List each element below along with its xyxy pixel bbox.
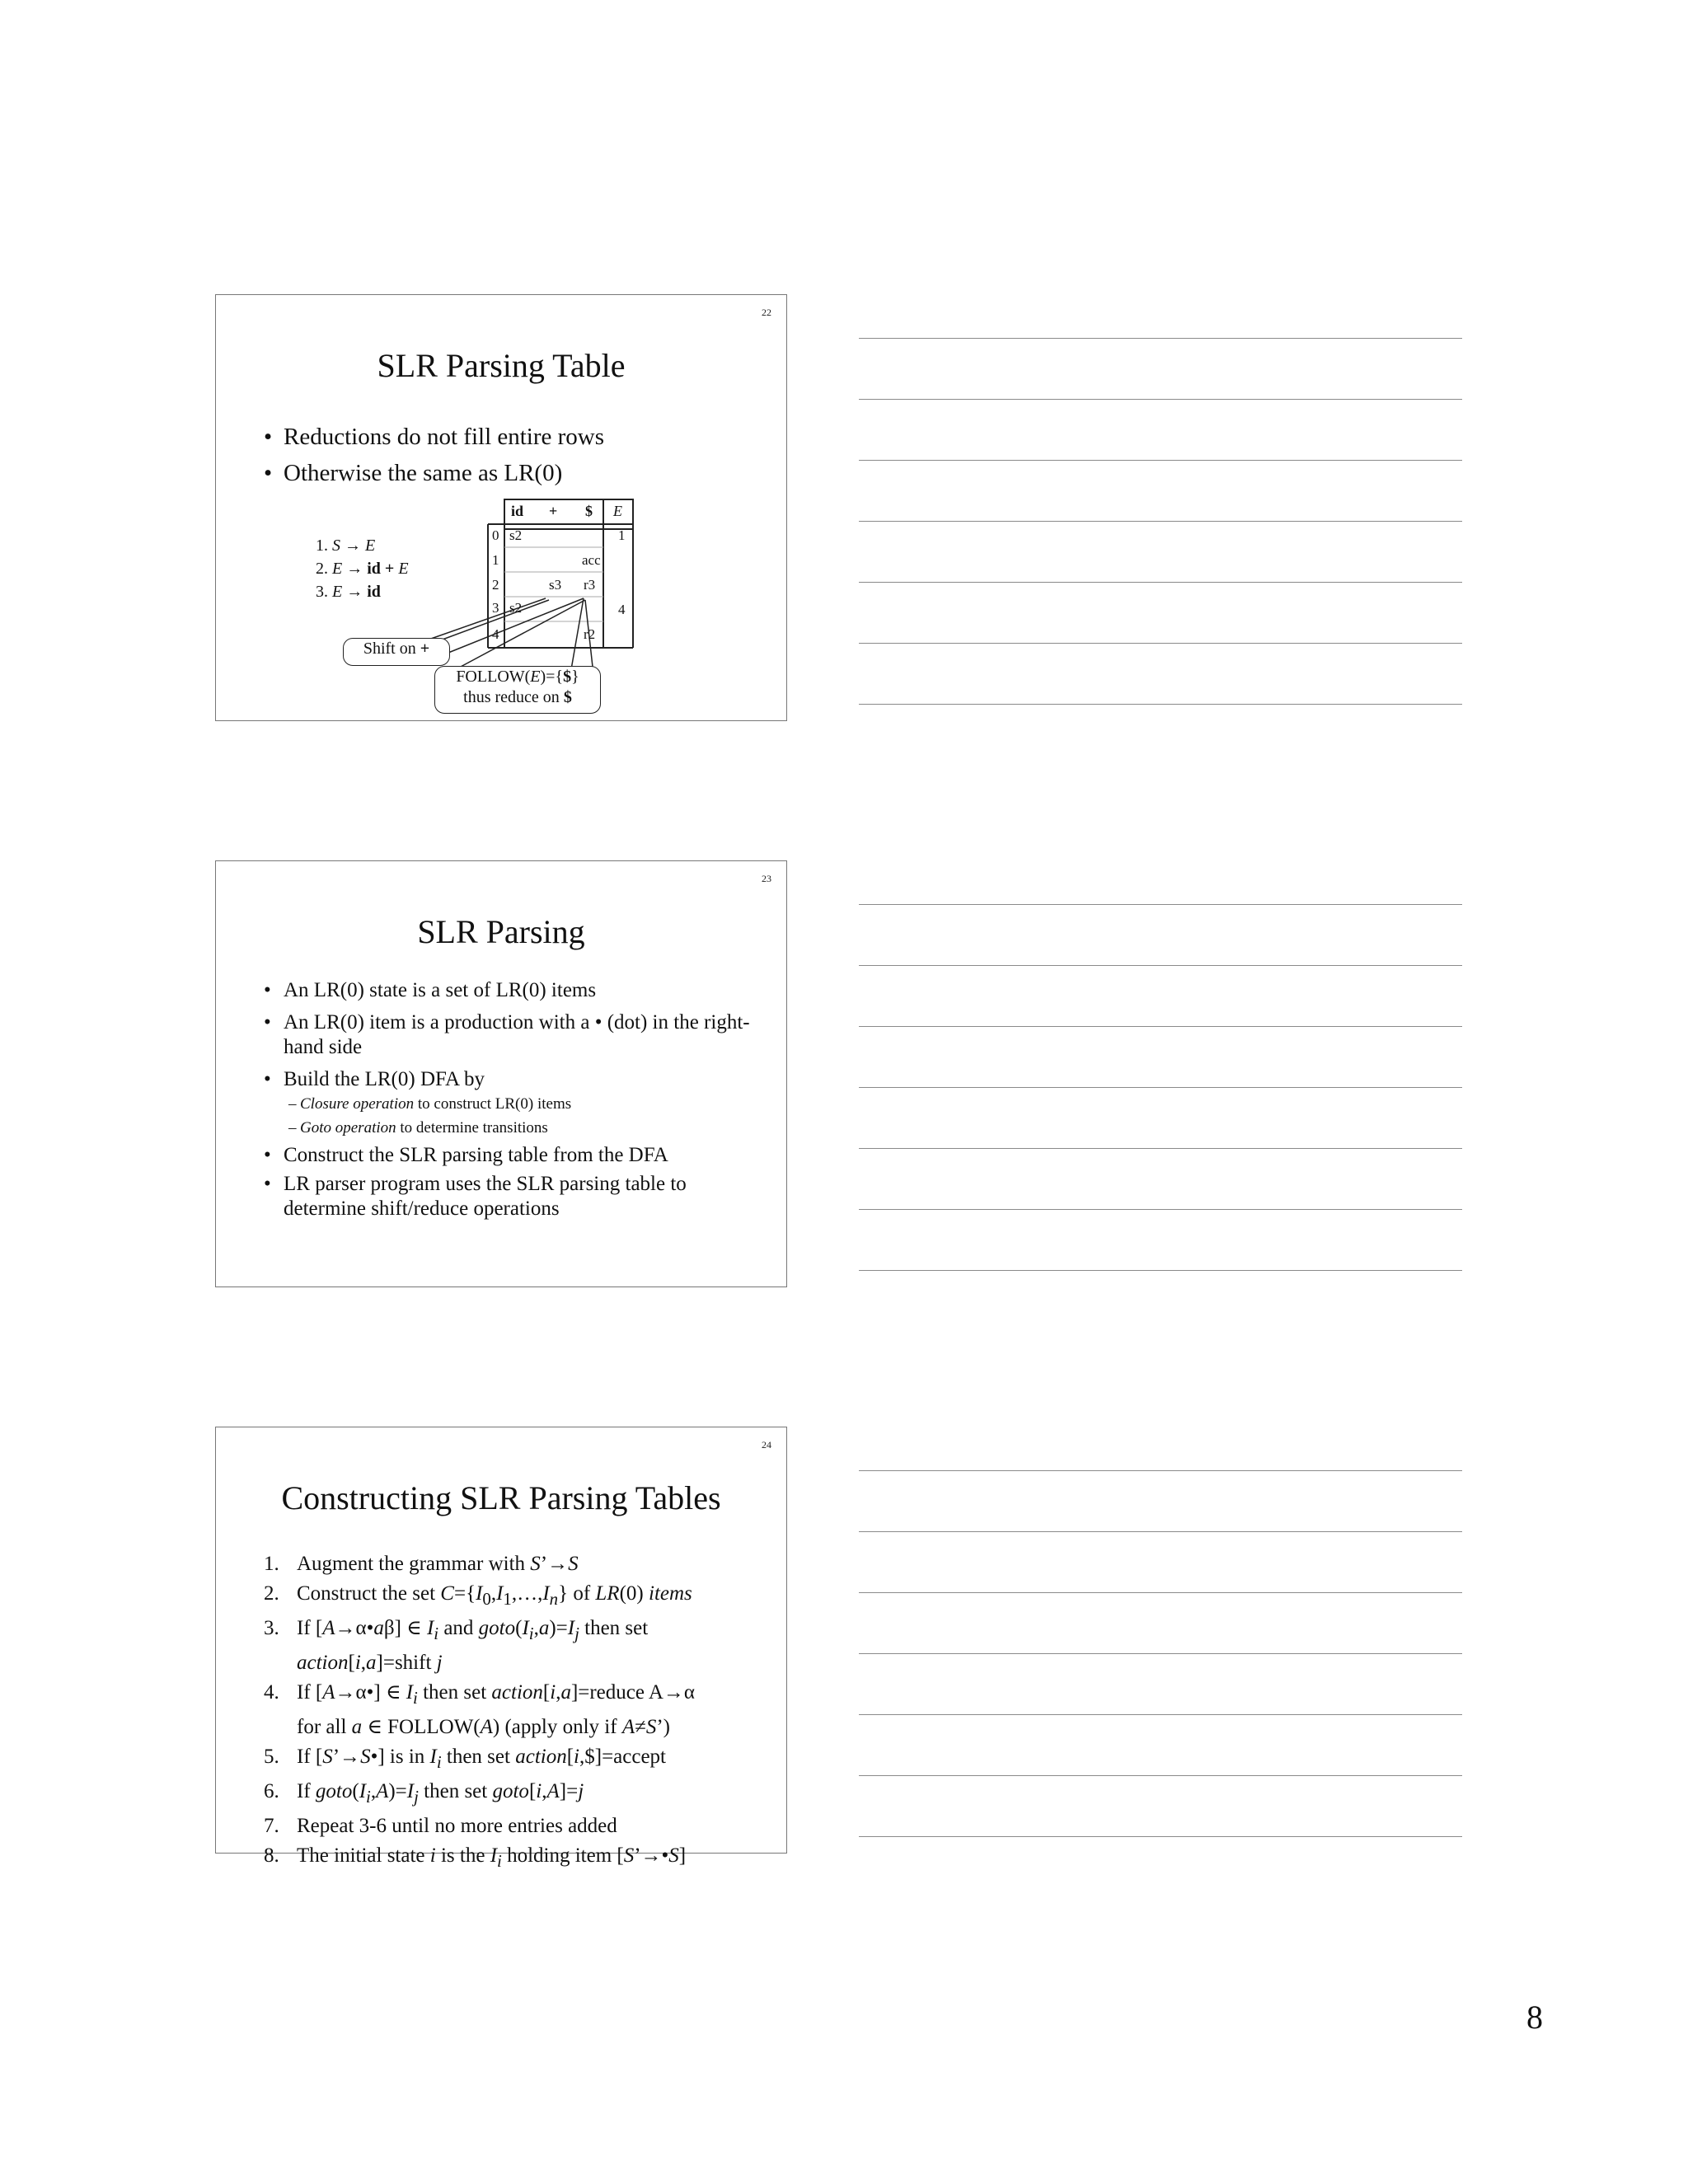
table-cell: r3	[584, 577, 596, 593]
slide-24	[215, 1427, 787, 1871]
table-cell: r2	[584, 626, 596, 642]
slide-number: 22	[762, 307, 771, 318]
step-item: 4. If [A→α•] ∈ $I_i$ then set action[i,a]=reduce A→α for all a ∈ FOLLOW(A) (apply only if A≠S’)	[264, 1681, 695, 1738]
table-header-dollar: $	[585, 503, 593, 519]
slide-number: 24	[762, 1439, 771, 1451]
bullet-item	[264, 1067, 753, 1140]
table-cell: s2	[509, 600, 523, 616]
note-line	[859, 1531, 1462, 1532]
bullet-item: • An LR(0) item is a production with a • (dot) in the right-hand side	[264, 1010, 753, 1060]
slide-title: SLR Parsing	[417, 913, 585, 950]
callout-text: Shift on +	[363, 640, 430, 658]
bullet-item: • Construct the SLR parsing table from the DFA	[264, 1143, 753, 1168]
slide-title: Constructing SLR Parsing Tables	[281, 1479, 721, 1516]
note-line	[859, 460, 1462, 461]
table-cell: 4	[618, 602, 626, 617]
step-item: 1. Augment the grammar with S’→S	[264, 1553, 579, 1575]
sub-bullet-item: – Goto operation to determine transitions	[284, 1116, 753, 1140]
table-cell: s3	[549, 577, 562, 593]
grammar-rule: 3. E → id	[316, 583, 381, 601]
table-state: 2	[492, 577, 499, 593]
grammar-rule: 1. S → E	[316, 537, 376, 555]
step-item: 3. If [A→α•aβ] ∈ $I_i$ and $goto(I_i,a)=I_j$ then set action[i,a]=shift j	[264, 1617, 649, 1674]
note-line	[859, 1087, 1462, 1088]
note-line	[859, 338, 1462, 339]
note-line	[859, 704, 1462, 705]
note-line	[859, 1714, 1462, 1715]
callout-text: FOLLOW(E)={$}	[456, 668, 579, 686]
bullet-list	[264, 978, 753, 1221]
slide-23	[215, 860, 787, 1287]
numbered-steps	[264, 1549, 770, 1876]
note-line	[859, 1775, 1462, 1776]
note-line	[859, 1270, 1462, 1271]
table-state: 3	[492, 600, 499, 616]
table-cell: s2	[509, 527, 523, 543]
table-header-E: E	[613, 503, 622, 519]
bullet-item: • Reductions do not fill entire rows	[264, 419, 753, 455]
callout-shift	[343, 638, 450, 666]
parsing-table-grid	[216, 295, 788, 722]
callout-text: thus reduce on $	[463, 688, 572, 706]
step-item: 5. If [S’→S•] is in $I_i$ then set action[i,$]=accept	[264, 1746, 667, 1772]
step-item: 6. If $goto(I_i,A)=I_j$ then set goto[i,A]=j	[264, 1780, 584, 1807]
note-line	[859, 1836, 1462, 1837]
note-line	[859, 399, 1462, 400]
table-header-plus: +	[549, 503, 558, 519]
step-item: 2. Construct the set $C=\{I_0,I_1,\dots,I_n\}$ of LR(0) items	[264, 1582, 692, 1609]
table-state: 1	[492, 552, 499, 568]
note-line	[859, 1148, 1462, 1149]
note-line	[859, 1653, 1462, 1654]
callout-follow	[434, 666, 601, 714]
step-item: 7. Repeat 3-6 until no more entries added	[264, 1815, 617, 1837]
note-line	[859, 521, 1462, 522]
sub-bullet-item: – Closure operation to construct LR(0) items	[284, 1092, 753, 1116]
table-cell: acc	[582, 552, 601, 568]
slide-22	[215, 294, 787, 721]
slide-number: 23	[762, 873, 771, 884]
table-state: 4	[492, 626, 499, 642]
note-line	[859, 582, 1462, 583]
note-line	[859, 643, 1462, 644]
note-line	[859, 1592, 1462, 1593]
bullet-item: • An LR(0) state is a set of LR(0) items	[264, 978, 753, 1003]
slide-title: SLR Parsing Table	[377, 347, 626, 384]
step-item: 8. The initial state i is the $I_i$ holding item [S’→•S]	[264, 1844, 687, 1871]
bullet-item: • Otherwise the same as LR(0)	[264, 455, 753, 491]
note-line	[859, 965, 1462, 966]
note-line	[859, 1026, 1462, 1027]
note-line	[859, 1470, 1462, 1471]
note-line	[859, 904, 1462, 905]
bullet-text: Build the LR(0) DFA by	[284, 1068, 485, 1090]
bullet-item: • LR parser program uses the SLR parsing table to determine shift/reduce operations	[264, 1172, 753, 1221]
note-line	[859, 1209, 1462, 1210]
table-cell: 1	[618, 527, 626, 543]
table-state: 0	[492, 527, 499, 543]
table-header-id: id	[511, 503, 524, 519]
sub-bullet-list	[284, 1092, 753, 1140]
grammar-rule: 2. E → id + E	[316, 560, 409, 578]
page-number: 8	[1526, 1999, 1543, 2036]
